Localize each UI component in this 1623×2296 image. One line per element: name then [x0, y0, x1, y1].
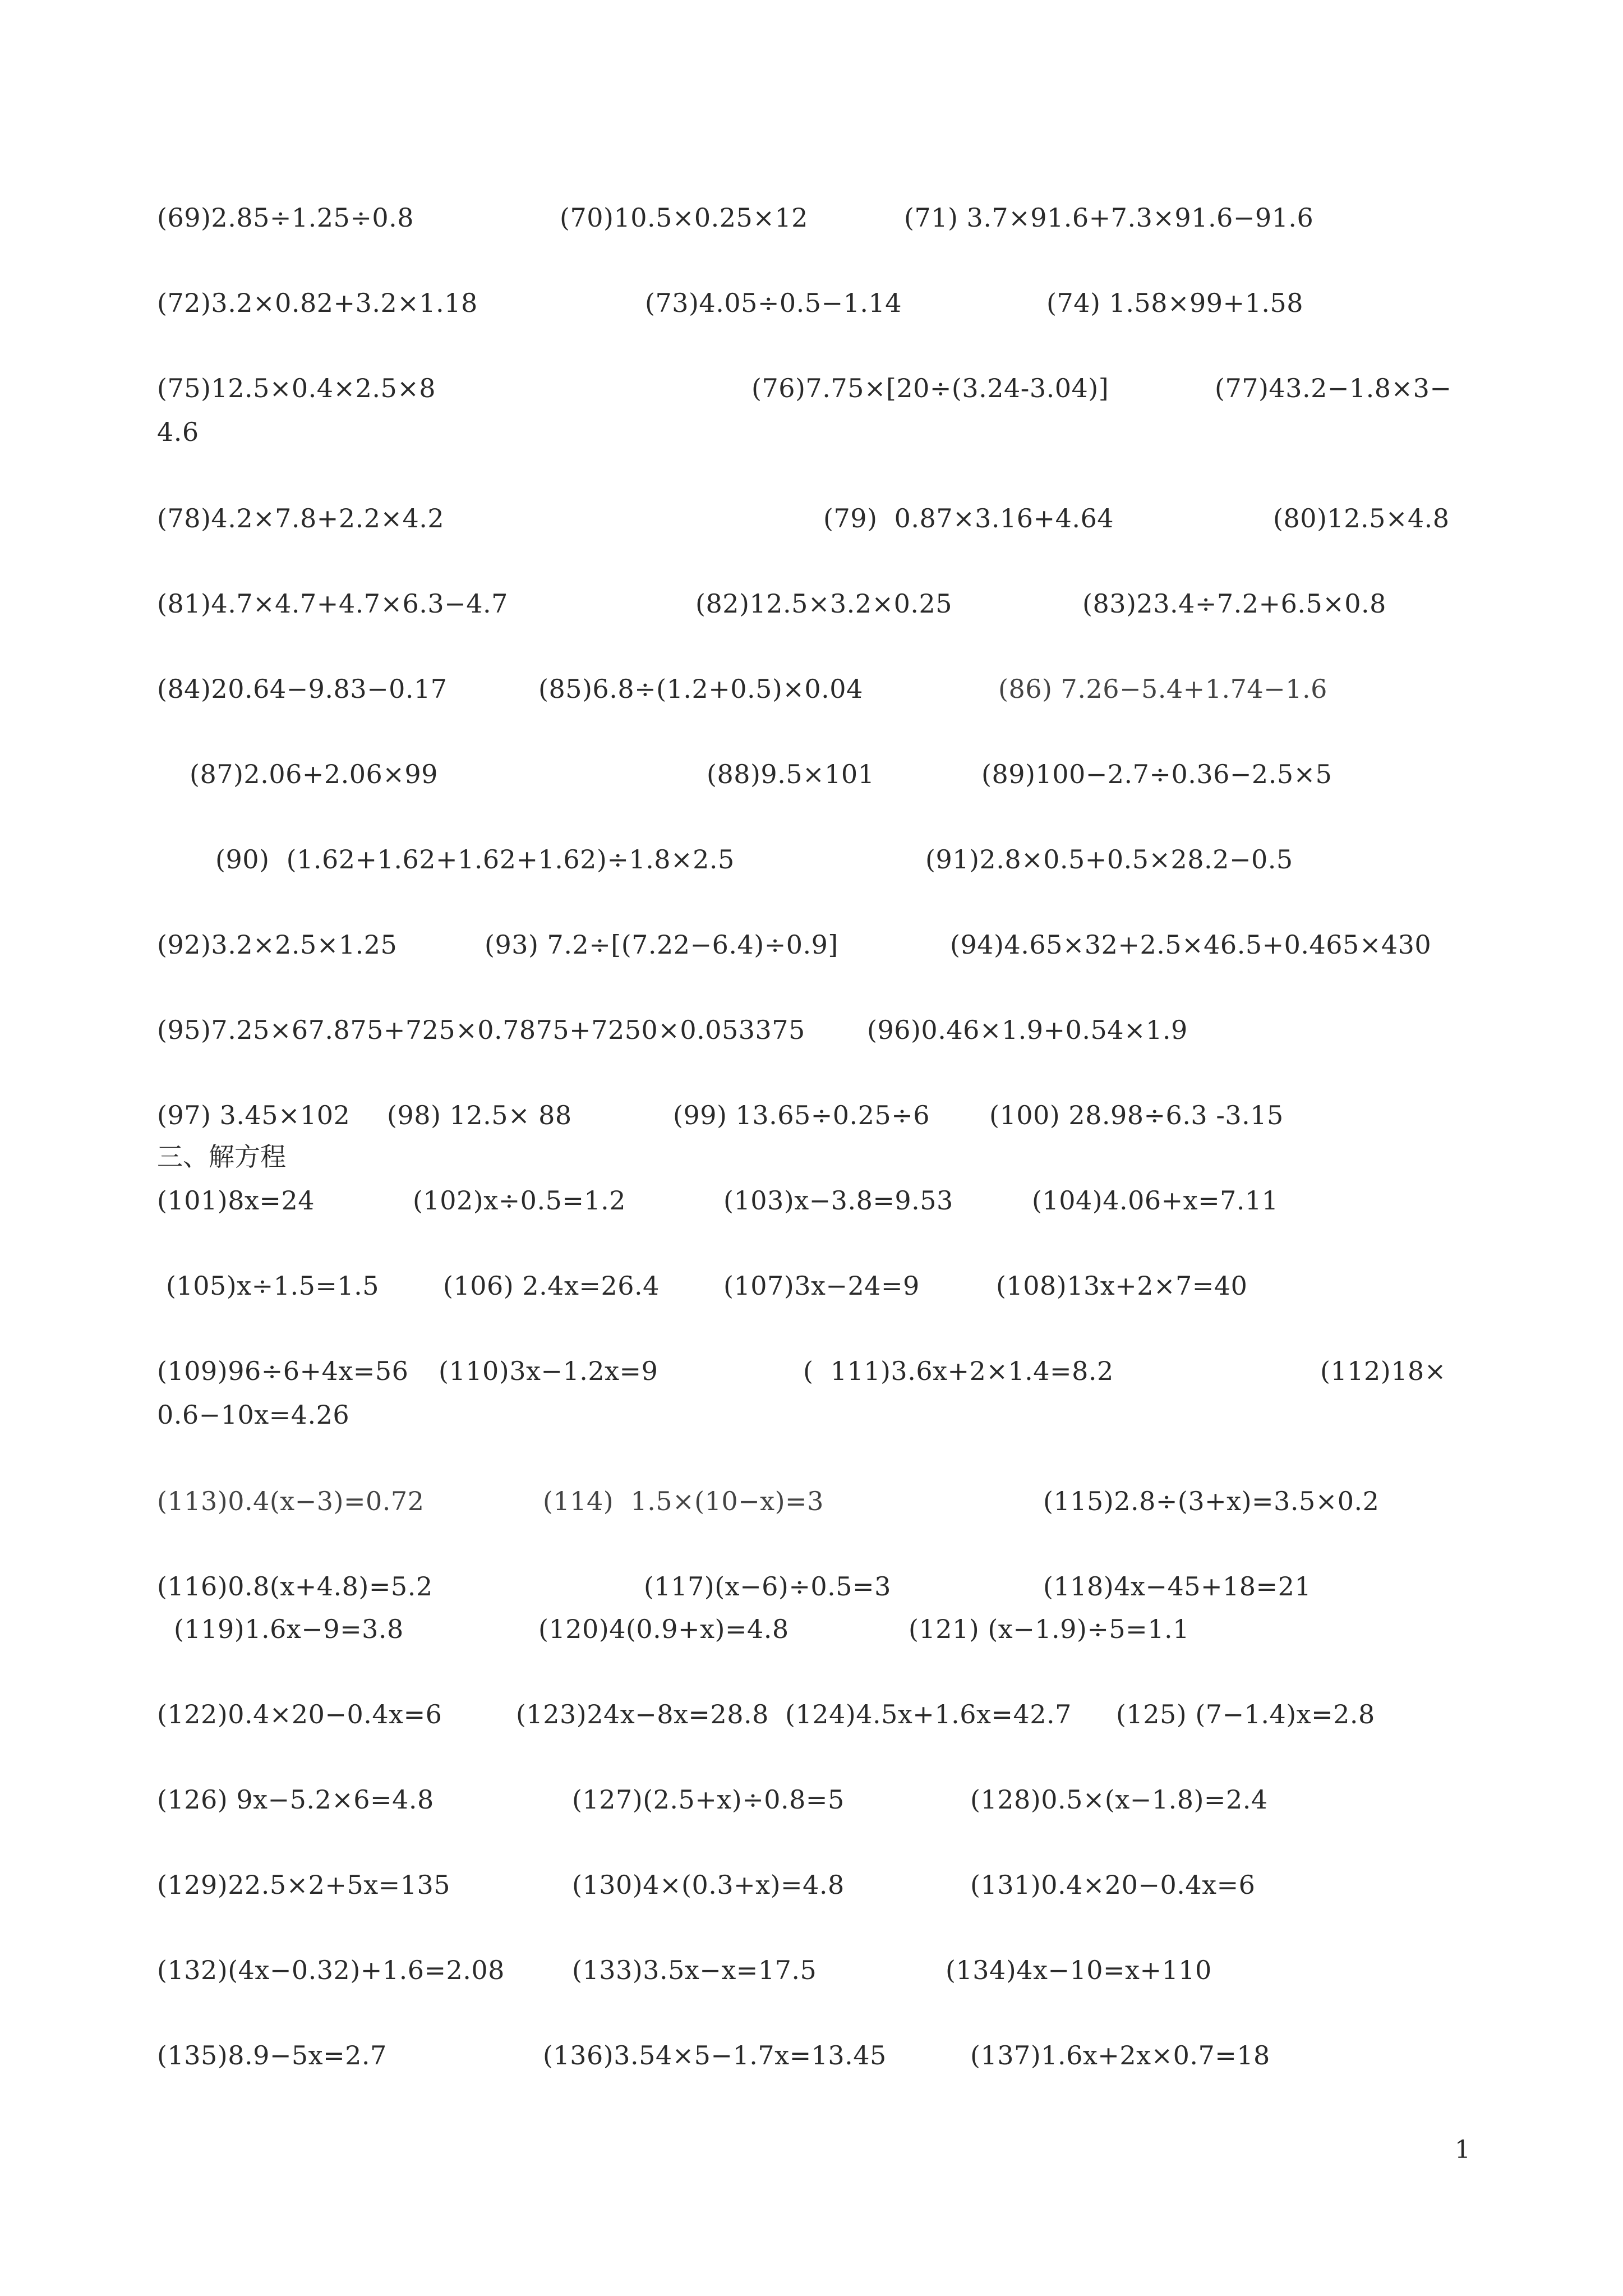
equation-136: (136)3.54×5−1.7x=13.45 — [543, 2040, 887, 2070]
equation-106: (106) 2.4x=26.4 — [443, 1271, 660, 1301]
problem-100: (100) 28.98÷6.3 -3.15 — [989, 1100, 1284, 1130]
problem-80: (80)12.5×4.8 — [1273, 503, 1450, 533]
problem-83: (83)23.4÷7.2+6.5×0.8 — [1082, 588, 1386, 619]
equation-110: (110)3x−1.2x=9 — [439, 1356, 658, 1386]
page-number: 1 — [1455, 2136, 1470, 2164]
problem-88: (88)9.5×101 — [707, 759, 875, 789]
problem-76: (76)7.75×[20÷(3.24-3.04)] — [751, 373, 1109, 403]
problem-72: (72)3.2×0.82+3.2×1.18 — [157, 288, 478, 318]
equation-122: (122)0.4×20−0.4x=6 — [157, 1699, 442, 1729]
problem-94: (94)4.65×32+2.5×46.5+0.465×430 — [950, 930, 1432, 960]
problem-90: (90) (1.62+1.62+1.62+1.62)÷1.8×2.5 — [215, 844, 735, 875]
equation-103: (103)x−3.8=9.53 — [723, 1185, 953, 1216]
equation-127: (127)(2.5+x)÷0.8=5 — [572, 1784, 845, 1815]
problem-82: (82)12.5×3.2×0.25 — [695, 588, 953, 619]
problem-87: (87)2.06+2.06×99 — [190, 759, 438, 789]
equation-117: (117)(x−6)÷0.5=3 — [644, 1571, 891, 1602]
equation-102: (102)x÷0.5=1.2 — [413, 1185, 626, 1216]
equation-121: (121) (x−1.9)÷5=1.1 — [909, 1614, 1189, 1644]
problem-78: (78)4.2×7.8+2.2×4.2 — [157, 503, 445, 533]
equation-133: (133)3.5x−x=17.5 — [572, 1955, 817, 1985]
equation-126: (126) 9x−5.2×6=4.8 — [157, 1784, 434, 1815]
problem-74: (74) 1.58×99+1.58 — [1046, 288, 1304, 318]
equation-118: (118)4x−45+18=21 — [1043, 1571, 1312, 1602]
equation-112: (112)18× — [1320, 1356, 1446, 1386]
equation-135: (135)8.9−5x=2.7 — [157, 2040, 387, 2070]
problem-70: (70)10.5×0.25×12 — [560, 203, 808, 233]
problem-81: (81)4.7×4.7+4.7×6.3−4.7 — [157, 588, 508, 619]
problem-79: (79) 0.87×3.16+4.64 — [823, 503, 1114, 533]
problem-89: (89)100−2.7÷0.36−2.5×5 — [981, 759, 1332, 789]
problem-69: (69)2.85÷1.25÷0.8 — [157, 203, 414, 233]
equation-130: (130)4×(0.3+x)=4.8 — [572, 1870, 845, 1900]
equation-116: (116)0.8(x+4.8)=5.2 — [157, 1571, 433, 1602]
problem-75: (75)12.5×0.4×2.5×8 — [157, 373, 436, 403]
equation-107: (107)3x−24=9 — [723, 1271, 920, 1301]
equation-120: (120)4(0.9+x)=4.8 — [538, 1614, 789, 1644]
equation-119: (119)1.6x−9=3.8 — [174, 1614, 404, 1644]
problem-92: (92)3.2×2.5×1.25 — [157, 930, 398, 960]
equation-137: (137)1.6x+2x×0.7=18 — [970, 2040, 1270, 2070]
equation-109: (109)96÷6+4x=56 — [157, 1356, 409, 1386]
equation-114: (114) 1.5×(10−x)=3 — [543, 1486, 824, 1516]
problem-98: (98) 12.5× 88 — [387, 1100, 572, 1130]
problem-77-continued: 4.6 — [157, 417, 199, 447]
equation-124: (124)4.5x+1.6x=42.7 — [785, 1699, 1072, 1729]
problem-85: (85)6.8÷(1.2+0.5)×0.04 — [538, 674, 863, 704]
equation-123: (123)24x−8x=28.8 — [516, 1699, 769, 1729]
equation-128: (128)0.5×(x−1.8)=2.4 — [970, 1784, 1268, 1815]
problem-77: (77)43.2−1.8×3− — [1215, 373, 1452, 403]
problem-95: (95)7.25×67.875+725×0.7875+7250×0.053375 — [157, 1015, 805, 1045]
problem-73: (73)4.05÷0.5−1.14 — [645, 288, 902, 318]
problem-91: (91)2.8×0.5+0.5×28.2−0.5 — [925, 844, 1293, 875]
equation-113: (113)0.4(x−3)=0.72 — [157, 1486, 425, 1516]
equation-131: (131)0.4×20−0.4x=6 — [970, 1870, 1256, 1900]
equation-112-continued: 0.6−10x=4.26 — [157, 1400, 350, 1430]
equation-129: (129)22.5×2+5x=135 — [157, 1870, 451, 1900]
equation-104: (104)4.06+x=7.11 — [1032, 1185, 1279, 1216]
problem-84: (84)20.64−9.83−0.17 — [157, 674, 448, 704]
equation-115: (115)2.8÷(3+x)=3.5×0.2 — [1043, 1486, 1380, 1516]
section-heading: 三、解方程 — [157, 1142, 286, 1172]
problem-71: (71) 3.7×91.6+7.3×91.6−91.6 — [904, 203, 1314, 233]
problem-97: (97) 3.45×102 — [157, 1100, 351, 1130]
equation-132: (132)(4x−0.32)+1.6=2.08 — [157, 1955, 505, 1985]
equation-134: (134)4x−10=x+110 — [946, 1955, 1212, 1985]
equation-111: ( 111)3.6x+2×1.4=8.2 — [803, 1356, 1114, 1386]
problem-96: (96)0.46×1.9+0.54×1.9 — [867, 1015, 1188, 1045]
problem-86: (86) 7.26−5.4+1.74−1.6 — [998, 674, 1327, 704]
equation-105: (105)x÷1.5=1.5 — [166, 1271, 380, 1301]
equation-108: (108)13x+2×7=40 — [996, 1271, 1248, 1301]
problem-99: (99) 13.65÷0.25÷6 — [673, 1100, 930, 1130]
equation-125: (125) (7−1.4)x=2.8 — [1116, 1699, 1375, 1729]
problem-93: (93) 7.2÷[(7.22−6.4)÷0.9] — [485, 930, 838, 960]
equation-101: (101)8x=24 — [157, 1185, 315, 1216]
